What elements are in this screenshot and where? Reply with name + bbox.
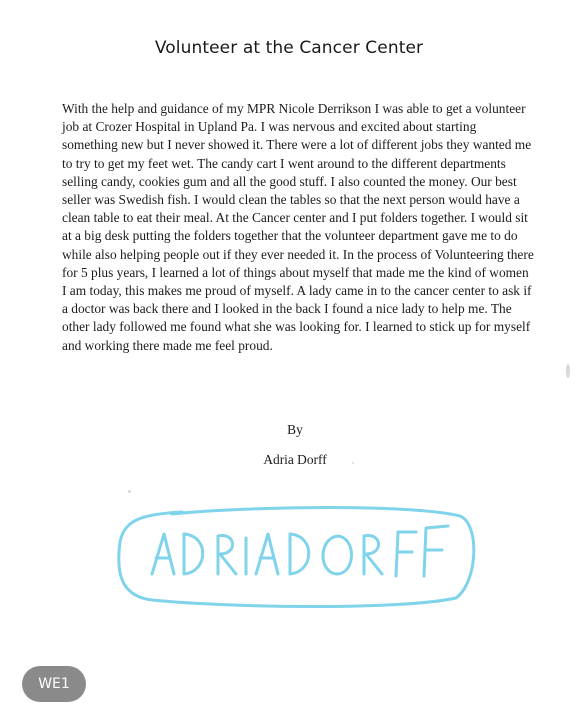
document-title: Volunteer at the Cancer Center [154, 38, 424, 58]
essay-body: With the help and guidance of my MPR Nicole Derrikson I was able to get a volunteer job at Crozer Hospital in Upland Pa. I was nervous and excited about starting something new but I never showed it. There were a lot of different jobs they wanted me to try to get my feet wet. The candy cart I went around to the different departments selling candy, cookies gum and all the good stuff. I also counted the money. Our best seller was Swedish fish. I would clean the tables so that the next person would have a clean table to eat their meal. At the Cancer center and I put folders together. I would sit at a big desk putting the folders together that the volunteer department gave me to do while also helping people out if they ever needed it. In the process of Volunteering there for 5 plus years, I learned a lot of things about myself that made me the kind of women I am today, this makes me proud of myself. A lady came in to the cancer center to ask if a doctor was back there and I looked in the back I found a nice lady to help me. The other lady followed me found what she was looking for. I learned to stick up for myself and working there made me feel proud. [62, 101, 534, 353]
scan-speck [352, 462, 354, 464]
scan-speck [128, 490, 131, 493]
byline: By [287, 422, 303, 437]
page-badge: WE1 [22, 666, 86, 702]
scan-speck [566, 364, 570, 378]
handwritten-signature [112, 502, 482, 610]
author-name: Adria Dorff [263, 452, 327, 467]
